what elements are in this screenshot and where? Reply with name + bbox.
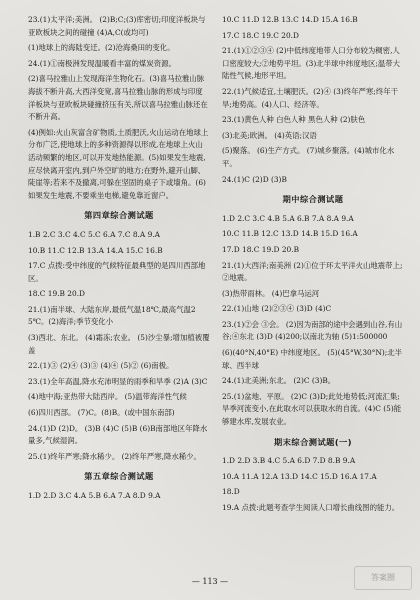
section-heading: 第五章综合测试题 <box>84 471 154 482</box>
answer-paragraph: 17.C 点拨:受中纬度的气候特征最典型的是四川西部地区。 <box>28 261 206 283</box>
answer-paragraph: 18.D <box>222 487 240 497</box>
answer-paragraph: 19.A 点拨:此题考查学生阅读人口增长曲线图的能力。 <box>222 503 400 512</box>
answer-paragraph: 1.D 2.C 3.C 4.B 5.A 6.B 7.A 8.A 9.A <box>222 213 354 223</box>
answer-paragraph: 21.(1)大西洋;南美洲 (2)①位于环太平洋火山地震带上;②地震。 <box>222 260 403 283</box>
answer-paragraph: 17.D 18.C 19.D 20.B <box>222 244 299 254</box>
answer-paragraph: 22.(1)气候适宜,土壤肥沃。(2)④ (3)终年严寒;终年干旱;地势高。(4)人口、经济等。 <box>222 86 398 109</box>
answer-paragraph: 18.C 19.B 20.D <box>28 289 85 299</box>
answer-paragraph: (4)例如:火山灰富含矿物质,土质肥沃,火山运动在地球上分布广泛,使地球上的多种资源得以形成,在地球上火山活动频繁的地区,可以开发地热能源。(5)如果发生地震,应尽快离开室内,到户外空旷的地方;在野外,避开山脚、陡崖等;若来不及撤离,可躲在坚固的桌子下或墙角。(6)如果发生地震,不要乘坐电梯,避免靠近窗户。 <box>28 127 209 200</box>
answer-paragraph: (3)西北、东北。 (4)霜冻;农业。 (5)沙尘暴;增加植被覆盖 <box>28 333 210 355</box>
answer-paragraph: (6)(40°N,40°E) 中纬度地区。 (5)(45°W,30°N);北半球、西半球 <box>222 348 403 370</box>
section-heading: 第四章综合测试题 <box>84 210 154 221</box>
answer-paragraph: 22.(1)山地 (2)②③④ (3)D (4)C <box>222 304 332 314</box>
right-column <box>222 14 404 518</box>
answer-paragraph: 10.C 11.B 12.C 13.D 14.B 15.D 16.A <box>222 229 358 239</box>
answer-paragraph: (6)四川西部。 (7)C。(8)B。(或中国东南部) <box>28 408 175 418</box>
answer-paragraph: 17.C 18.C 19.C 20.D <box>222 30 299 40</box>
answer-paragraph: 21.(1)南半球、大陆东岸,最低气温18℃,最高气温25℃。(2)海洋;季节变化小 <box>28 304 196 327</box>
answer-paragraph: 10.C 11.D 12.B 13.C 14.D 15.A 16.B <box>222 15 358 24</box>
answer-paragraph: 24.(1)D (2)D。 (3)B (4)C (5)B (6)B南部地区年降水量多,气候湿润。 <box>28 423 208 446</box>
answer-paragraph: 23.(1)太平洋;美洲。 (2)B;C;(3)库密切;印度洋板块与亚欧板块之间的碰撞 (4)A,C(或均可) <box>28 15 206 37</box>
answer-paragraph: 10.A 11.A 12.A 13.D 14.C 15.D 16.A 17.A <box>222 471 377 481</box>
left-column <box>28 14 210 506</box>
answer-paragraph: 24.(1)北美洲;东北。 (2)C (3)B。 <box>222 376 336 386</box>
answer-paragraph: 1.D 2.D 3.C 4.A 5.B 6.A 7.A 8.D 9.A <box>28 491 161 500</box>
answer-paragraph: 25.(1)终年严寒;降水稀少。 (2)终年严寒,降水稀少。 <box>28 451 201 461</box>
answer-paragraph: 24.(1)C (2)D (3)B <box>222 174 287 184</box>
answer-paragraph: 23.(1)②会 ③会。 (2)因为南部的途中会遇到山谷,有山谷;④东北 (3)D (4)200;以南北为轴 (5)1:500000 <box>222 319 403 342</box>
answer-paragraph: 10.B 11.C 12.B 13.A 14.A 15.C 16.B <box>28 245 163 255</box>
answer-paragraph: (4)地中海;亚热带大陆西岸。 (5)温带海洋性气候 <box>28 392 187 402</box>
watermark-logo: 答案圈 <box>354 566 412 590</box>
answer-paragraph: (2)喜马拉雅山上发现海洋生物化石。(3)喜马拉雅山脉海拔不断升高,大西洋变宽,喜马拉雅山脉的形成与印度洋板块与亚欧板块碰撞挤压有关,所以喜马拉雅山脉还在不断升高。 <box>28 74 208 122</box>
answer-paragraph: (3)热带雨林。 (4)巴拿马运河 <box>222 288 320 298</box>
answer-paragraph: (5)聚落。 (6)生产方式。 (7)城乡聚落。(4)城市化水平。 <box>222 146 395 168</box>
answer-paragraph: (3)北美;欧洲。 (4)英语;汉语 <box>222 130 317 140</box>
answer-paragraph: 23.(1)黄色人种 白色人种 黑色人种 (2)肤色 <box>222 115 366 125</box>
section-heading: 期末综合测试题(一) <box>274 436 352 447</box>
answer-paragraph: 21.(1)①②③④ (2)中低纬度地带人口分布较为稠密,人口密度较大;②地势平坦。(3)北半球中纬度地区;温带大陆性气候,地形平坦。 <box>222 46 401 81</box>
answer-paragraph: 24.(1)①南极洲发现温暖看丰富的煤炭资源。 <box>28 58 176 68</box>
answer-paragraph: 1.B 2.C 3.C 4.C 5.C 6.A 7.C 8.A 9.A <box>28 229 160 239</box>
section-heading: 期中综合测试题 <box>282 194 344 205</box>
answer-paragraph: 25.(1)盆地、平原。 (2)C (3)D;此处地势低;河流汇集;旱季河流变小,在此取水可以获取水的自流。(4)C (5)能够建水库,发展农业。 <box>222 391 402 427</box>
answer-paragraph: (1)地球上的海陆变迁。(2)沧海桑田的变化。 <box>28 43 175 53</box>
answer-paragraph: 22.(1)③ (2)④ (3)③ (4)④ (5)② (6)南极。 <box>28 361 174 371</box>
page-number: — 113 — <box>191 577 229 586</box>
answer-paragraph: 23.(1)全年高温,降水充沛明显的雨季和旱季 (2)A (3)C <box>28 376 208 386</box>
answer-paragraph: 1.D 2.D 3.B 4.C 5.A 6.D 7.D 8.B 9.A <box>222 456 356 466</box>
